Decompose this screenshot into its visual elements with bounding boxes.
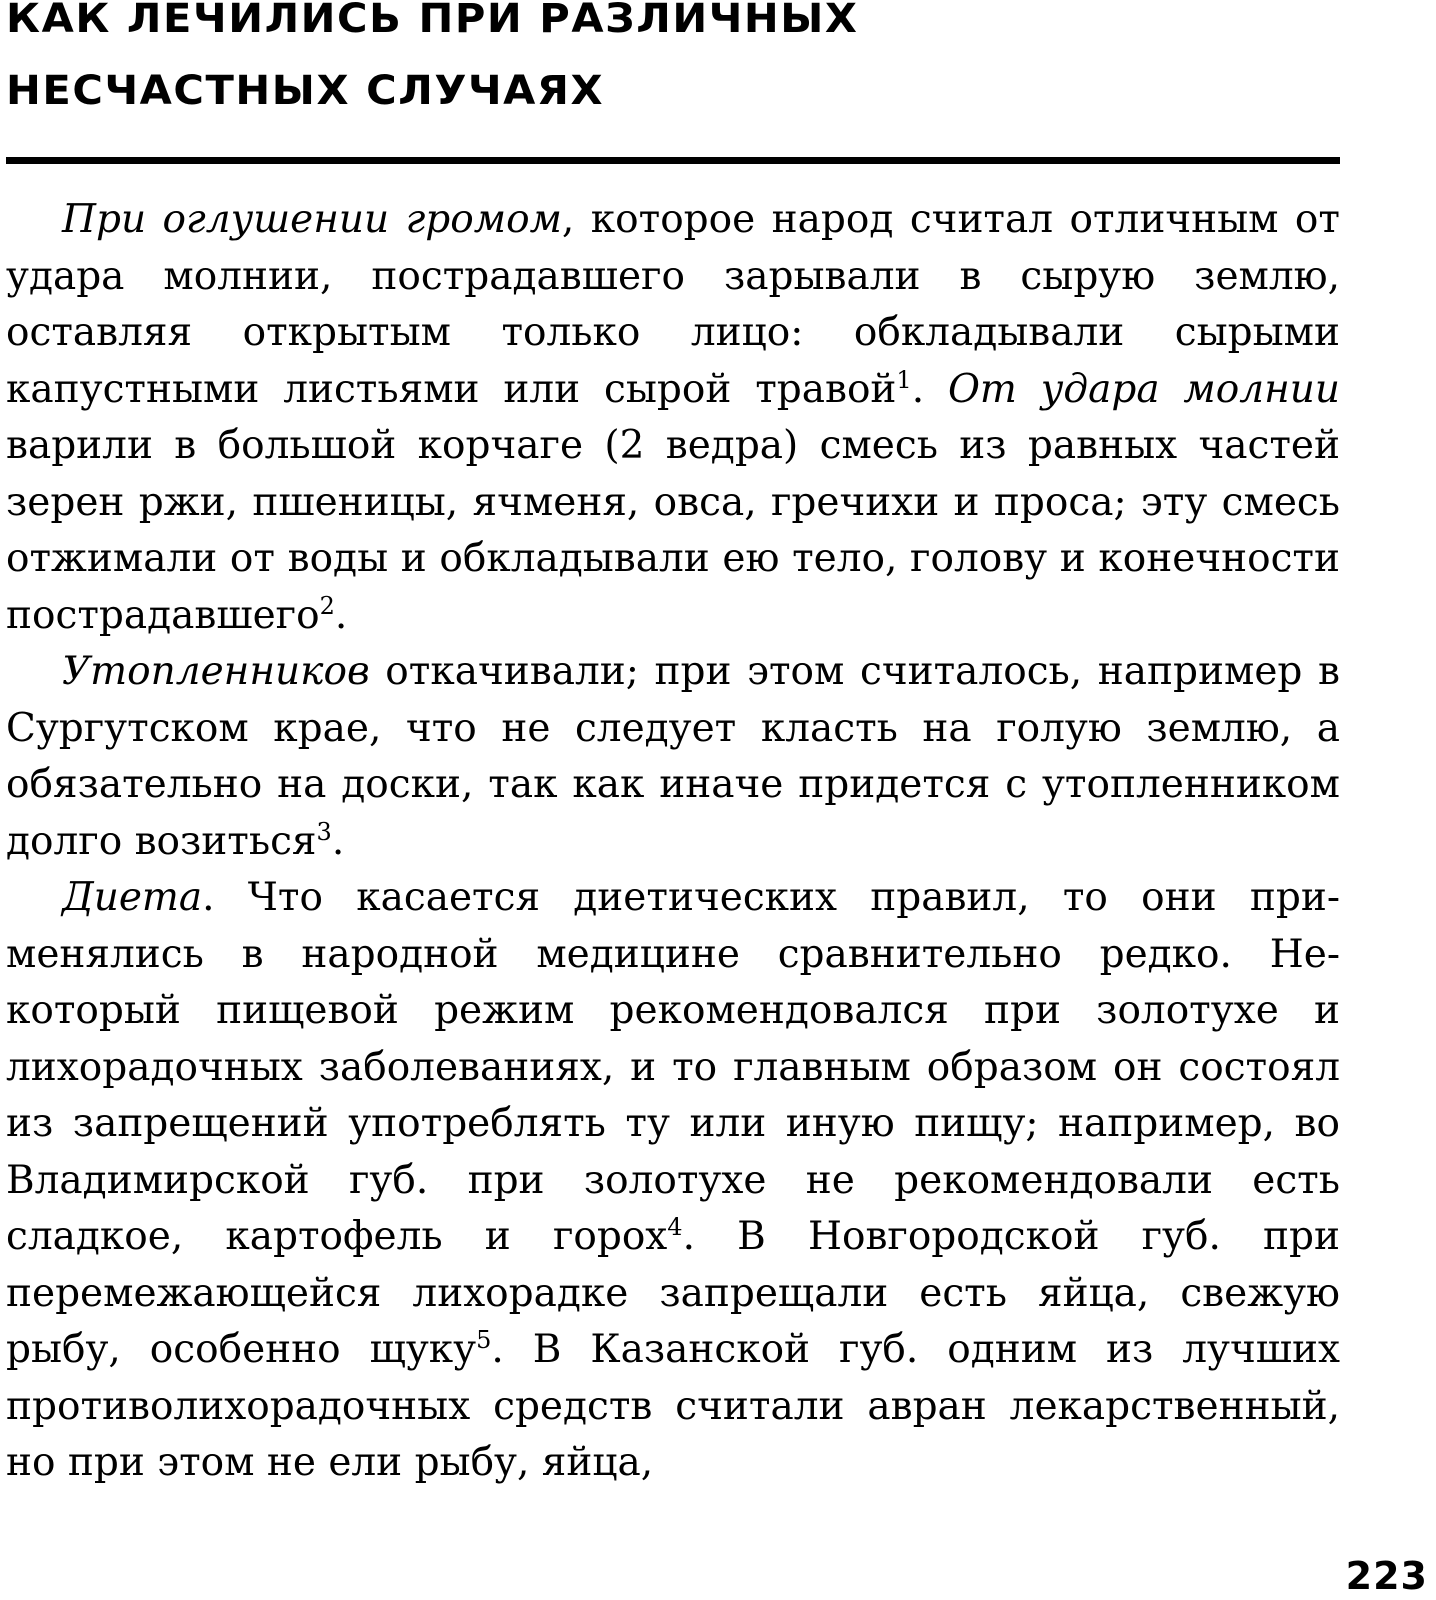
text-lightning: варили в большой корчаге (2 ведра) смесь из равных частей зерен ржи, пшеницы, ячменя, овса, гречихи и проса; эту смесь отжимали от воды и обкладывали ею тело, голову и конечности пострадавшего	[6, 423, 1340, 638]
text-diet-a: . Что касается диетических правил, то они применялись в народной медицине сравнительно редко. Некоторый пищевой режим рекомендовался при золотухе и лихорадочных заболеваниях, и то главным образом он состоял из запрещений употреблять ту или иную пищу; например, во Владимирской губ. при золотухе не рекомендовали есть сладкое, картофель и горох	[6, 875, 1340, 1259]
footnote-ref-1: 1	[896, 365, 912, 394]
footnote-ref-2: 2	[319, 591, 335, 620]
text-sep: .	[911, 366, 948, 412]
term-drowned: Утопленников	[62, 649, 370, 694]
paragraph-drowned	[6, 644, 1340, 870]
term-diet: Диета	[62, 875, 203, 920]
text-thunder-a: , которое народ считал отличным от удара молнии, пострадавшего зарывали в сырую землю, оставляя открытым только лицо: обкладывали сырыми капустными листьями или сырой травой	[6, 197, 1340, 412]
page-number: 223	[1345, 1554, 1428, 1598]
paragraph-thunder	[6, 192, 1340, 644]
text-end: .	[331, 818, 345, 864]
text-diet-c: . В Казанской губ. одним из лучших противолихорадочных средств считали авран лекарственный, но при этом не ели рыбу, яйца,	[6, 1327, 1340, 1485]
header-rule	[6, 157, 1340, 164]
footnote-ref-5: 5	[476, 1326, 492, 1354]
text-drowned: откачивали; при этом считалось, например в Сургутском крае, что не следует класть на голую землю, а обязательно на доски, так как иначе придется с утопленником долго возиться	[6, 649, 1340, 864]
term-thunder: При оглушении громом	[62, 197, 562, 242]
header-line-1: КАК ЛЕЧИЛИСЬ ПРИ РАЗЛИЧНЫХ	[6, 0, 859, 42]
body-text	[6, 192, 1340, 1492]
text-diet-b: . В Новгородской губ. при перемежающейся лихорадке запрещали есть яйца, свежую рыбу, особенно щуку	[6, 1214, 1340, 1372]
paragraph-diet	[6, 870, 1340, 1492]
footnote-ref-3: 3	[316, 817, 332, 846]
footnote-ref-4: 4	[667, 1213, 683, 1241]
term-lightning: От удара молнии	[947, 366, 1340, 412]
text-end: .	[334, 592, 348, 638]
header-line-2: НЕСЧАСТНЫХ СЛУЧАЯХ	[6, 68, 605, 114]
